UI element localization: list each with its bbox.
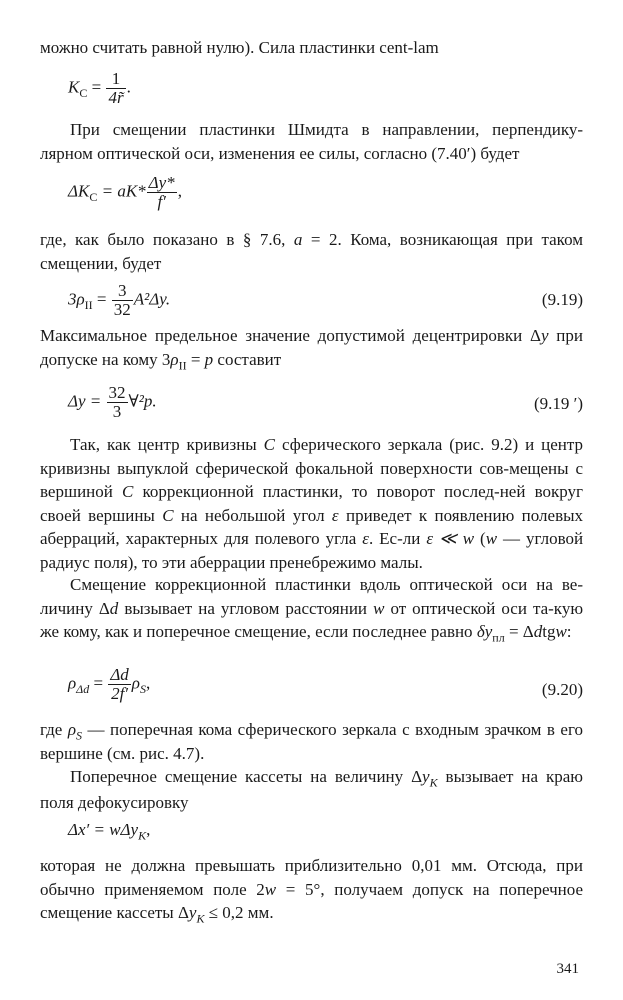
- text: При смещении пластинки Шмидта в направлении, перпендику-лярном оптической оси, изменения ее силы, согласно (7.40′) будет: [40, 120, 583, 163]
- denominator: 32: [113, 300, 131, 319]
- eq-text: K: [68, 77, 80, 97]
- text: K: [429, 775, 438, 790]
- eq-text: ∀²p.: [128, 391, 157, 411]
- text: :: [566, 622, 572, 641]
- text: приведет к появлению полевых аберраций, характерных для полевого угла: [40, 505, 584, 548]
- denominator: 3: [112, 402, 122, 421]
- text: =: [190, 349, 205, 369]
- text: = 2. Кома, возникающая при таком смещении, будет: [40, 230, 584, 273]
- eq-sub: C: [89, 189, 98, 204]
- eq-text: =: [89, 673, 108, 693]
- eq-text: =: [87, 77, 106, 97]
- paragraph-top-line: [40, 36, 583, 60]
- text: C: [263, 435, 276, 454]
- text: w: [264, 879, 277, 899]
- numerator: 3: [112, 282, 133, 301]
- text: δy: [476, 622, 493, 641]
- eq-sub: C: [79, 85, 88, 100]
- text: ε: [362, 529, 369, 548]
- text: C: [162, 505, 174, 525]
- paragraph-rho-s: [40, 718, 583, 765]
- text: y: [422, 767, 430, 786]
- paragraph-final-tolerance: [40, 854, 583, 925]
- numerator: Δy*: [148, 173, 175, 192]
- equation-dkc: [68, 174, 182, 211]
- fraction: [147, 174, 177, 211]
- text: y: [188, 903, 197, 922]
- fraction: [107, 384, 128, 421]
- text: ε ≪ w: [426, 529, 475, 548]
- text: w: [373, 598, 385, 618]
- equation-number: (9.19 ′): [533, 394, 583, 413]
- paragraph-where-a: [40, 228, 583, 275]
- text: ρ: [67, 720, 77, 739]
- text: коррекционной пластинки, то поворот послед-ней вокруг своей вершины: [40, 482, 584, 525]
- eq-text: A²Δy.: [133, 289, 171, 309]
- text: от оптической оси та-кую же кому, как и поперечное смещение, если последнее равно: [40, 598, 584, 641]
- text: y: [540, 326, 549, 345]
- text: на небольшой угол: [180, 505, 325, 525]
- eq-text: ,: [177, 181, 182, 201]
- equation-kc: [68, 70, 131, 107]
- eq-sub: II: [84, 297, 93, 312]
- text: Поперечное смещение кассеты на величину Δ: [70, 767, 423, 786]
- text: Максимальное предельное значение допустимой децентрировки Δ: [40, 326, 541, 345]
- eq-text: ρ: [131, 673, 140, 693]
- text: где, как было показано в § 7.6,: [40, 230, 286, 249]
- page-number: 341: [556, 961, 579, 977]
- paragraph-shift-force: [40, 118, 583, 165]
- eq-text: =: [92, 289, 111, 309]
- text: сферического зеркала (рис. 9.2) и центр кривизны выпуклой сферической фокальной поверхности сов-мещены с вершиной: [40, 435, 583, 501]
- numerator: Δd: [110, 665, 129, 684]
- eq-text: ΔK: [68, 181, 90, 201]
- text: C: [122, 482, 134, 501]
- text: K: [196, 911, 205, 926]
- eq-sub: S: [139, 681, 146, 696]
- text: составит: [217, 349, 282, 369]
- eq-text: ρ: [68, 673, 77, 693]
- text: $\rho_{II}$: [170, 349, 187, 372]
- equation-number: (9.20): [541, 680, 583, 699]
- text: d: [109, 598, 119, 618]
- eq-sub: Δd: [76, 681, 90, 696]
- text: — угловой радиус поля), то эти аберрации пренебрежимо малы.: [40, 529, 584, 572]
- paragraph-curvature-center: [40, 433, 583, 574]
- text: можно считать равной нулю). Сила пластинки cent-lam: [40, 38, 439, 57]
- fraction: [106, 70, 125, 107]
- text: . Ес-ли: [368, 529, 421, 548]
- eq-text: 3ρ: [68, 289, 85, 309]
- paragraph-axial-shift: [40, 573, 583, 644]
- fraction: [112, 282, 133, 319]
- paragraph-cassette-shift: [40, 764, 583, 816]
- text: = Δ: [508, 622, 534, 641]
- text: = 5°, получаем допуск на поперечное смещение кассеты Δ: [40, 879, 583, 922]
- text: вызывает на краю поля дефокусировку: [40, 767, 583, 812]
- text: d: [533, 622, 543, 641]
- text: при допуске на кому 3: [40, 326, 583, 369]
- text: ε: [331, 505, 339, 525]
- text: которая не должна превышать приблизительно 0,01 мм. Отсюда, при обычно применяемом поле 2: [40, 856, 583, 899]
- text: пл: [492, 630, 505, 645]
- equation-number: (9.19): [541, 290, 583, 309]
- eq-text: .: [126, 77, 131, 97]
- text: вызывает на угловом расстоянии: [124, 598, 368, 618]
- equation-919-prime: [68, 384, 157, 421]
- text: w: [555, 622, 567, 641]
- text: p: [204, 349, 214, 369]
- equation-920: [68, 666, 150, 703]
- denominator: 4r̃: [108, 88, 124, 107]
- text: Смещение коррекционной пластинки вдоль оптической оси на ве-личину Δ: [40, 575, 583, 618]
- text: a: [293, 230, 303, 249]
- denominator: f′: [157, 192, 166, 211]
- denominator: 2f′: [111, 684, 129, 703]
- text: (: [480, 529, 486, 548]
- eq-text: = aK*: [97, 181, 146, 201]
- equation-919: [68, 282, 170, 319]
- eq-sub: K: [138, 828, 147, 843]
- text: w: [485, 529, 498, 548]
- text: — поперечная кома сферического зеркала с входным зрачком в его вершине (см. рис. 4.7).: [40, 720, 584, 763]
- text: ≤ 0,2 мм.: [208, 903, 274, 922]
- eq-text: ,: [145, 673, 151, 693]
- eq-text: Δx′ = wΔy: [68, 820, 139, 839]
- paragraph-max-decentering: [40, 324, 583, 371]
- text: где: [40, 720, 63, 739]
- numerator: 1: [106, 70, 125, 89]
- eq-text: Δy =: [68, 391, 106, 411]
- text: Так, как центр кривизны: [70, 435, 257, 454]
- text: tg: [542, 622, 556, 641]
- eq-text: ,: [146, 820, 151, 839]
- numerator: 32: [108, 383, 126, 402]
- text: S: [76, 728, 83, 743]
- equation-dx: [68, 818, 150, 842]
- fraction: [108, 666, 130, 703]
